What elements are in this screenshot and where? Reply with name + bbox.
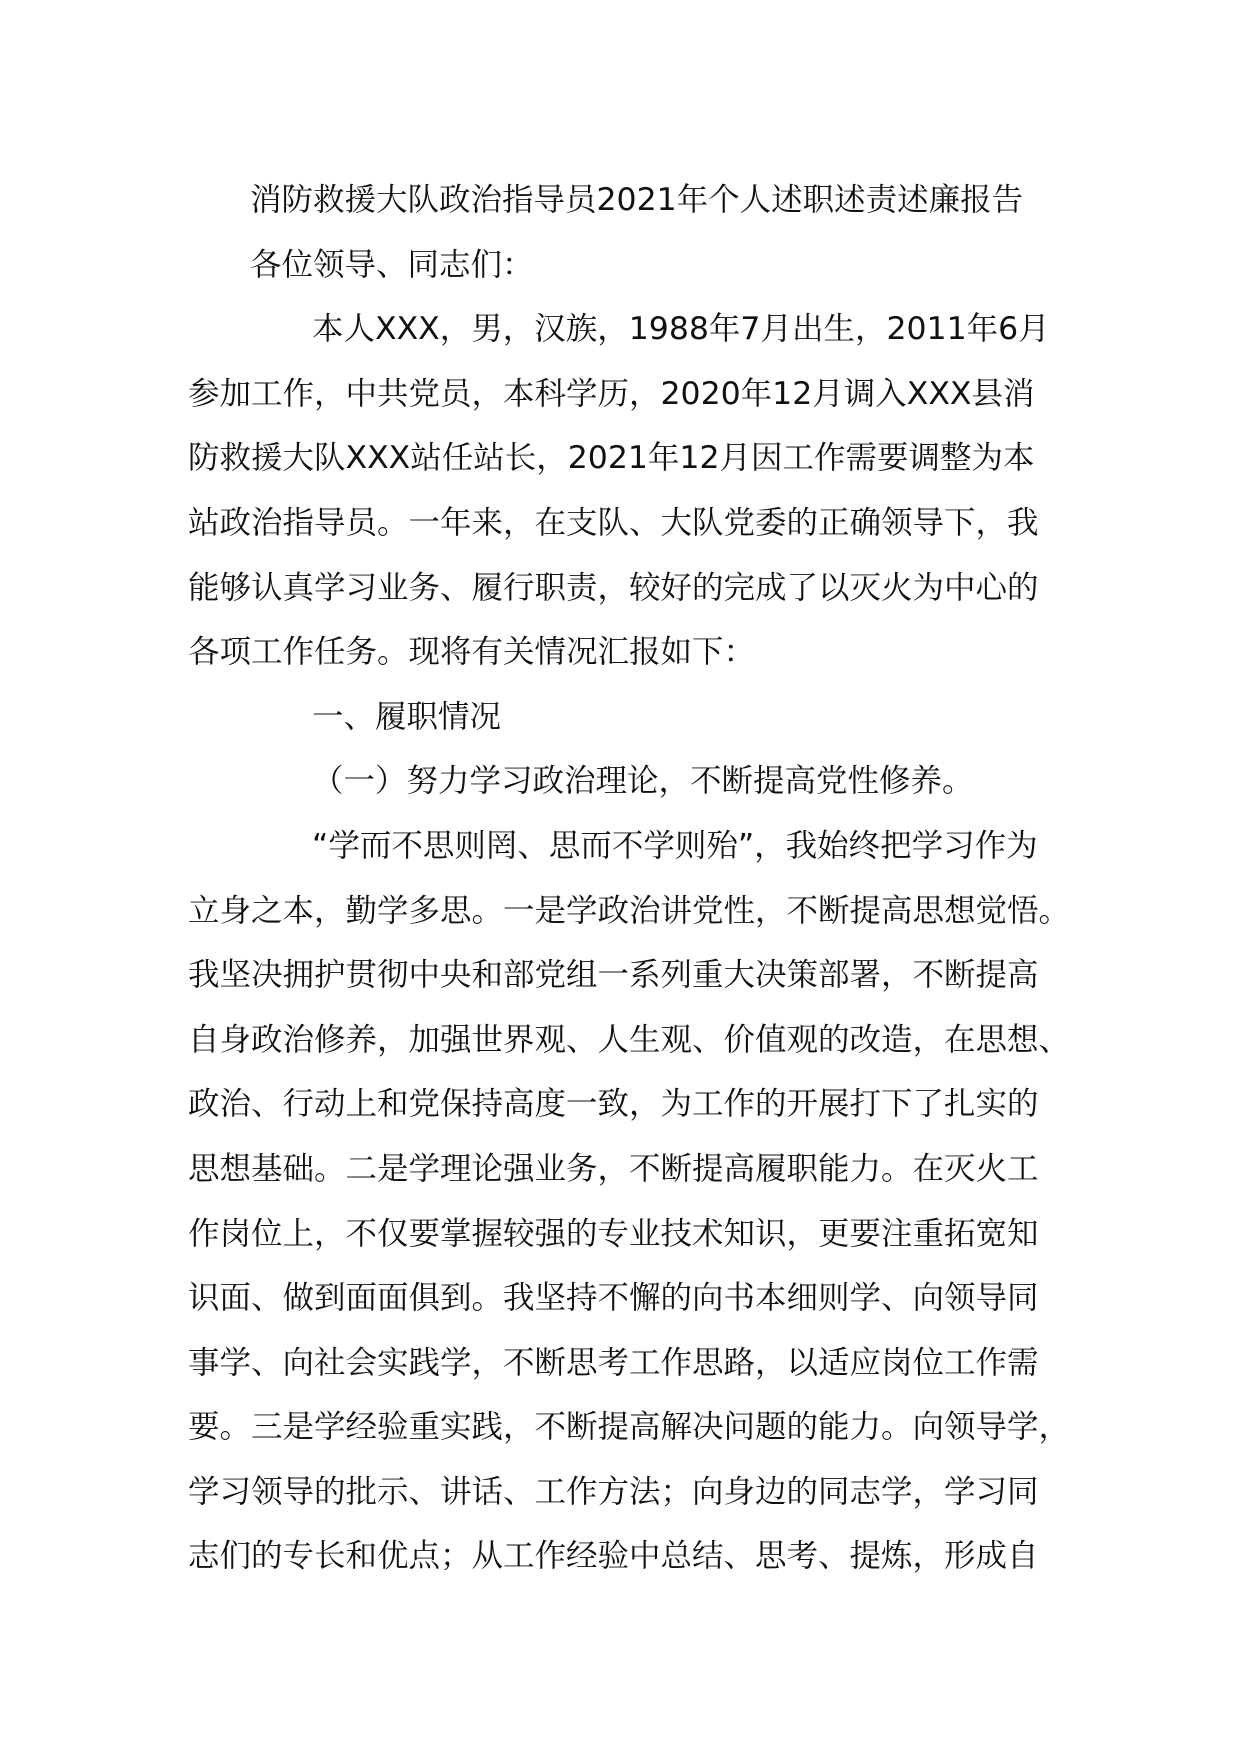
paragraph-line: 立身之本，勤学多思。一是学政治讲党性，不断提高思想觉悟。 <box>188 892 1071 929</box>
paragraph-line: 事学、向社会实践学，不断思考工作思路，以适应岗位工作需 <box>188 1344 1039 1381</box>
paragraph-line: 自身政治修养，加强世界观、人生观、价值观的改造，在思想、 <box>188 1021 1071 1058</box>
paragraph-line: 识面、做到面面俱到。我坚持不懈的向书本细则学、向领导同 <box>188 1280 1039 1317</box>
paragraph-line: 我坚决拥护贯彻中央和部党组一系列重大决策部署，不断提高 <box>188 957 1039 994</box>
paragraph-line: 思想基础。二是学理论强业务，不断提高履职能力。在灭火工 <box>188 1150 1039 1187</box>
paragraph-line: 要。三是学经验重实践，不断提高解决问题的能力。向领导学， <box>188 1409 1071 1446</box>
document-title: 消防救援大队政治指导员2021年个人述职述责述廉报告 <box>250 182 1024 218</box>
section-heading: 一、履职情况 <box>312 698 502 735</box>
salutation: 各位领导、同志们： <box>250 246 534 283</box>
paragraph-line: 学习领导的批示、讲话、工作方法；向身边的同志学，学习同 <box>188 1473 1039 1510</box>
paragraph-line: 政治、行动上和党保持高度一致，为工作的开展打下了扎实的 <box>188 1086 1039 1123</box>
paragraph-line: “学而不思则罔、思而不学则殆”，我始终把学习作为 <box>312 827 1038 864</box>
paragraph-line: 站政治指导员。一年来，在支队、大队党委的正确领导下，我 <box>188 504 1039 541</box>
paragraph-line: 作岗位上，不仅要掌握较强的专业技术知识，更要注重拓宽知 <box>188 1215 1039 1252</box>
subsection-heading: （一）努力学习政治理论，不断提高党性修养。 <box>312 763 974 800</box>
paragraph-line: 防救援大队XXX站任站长，2021年12月因工作需要调整为本 <box>188 440 1035 477</box>
paragraph-line: 本人XXX，男，汉族，1988年7月出生，2011年6月 <box>312 311 1050 348</box>
paragraph-line: 参加工作，中共党员，本科学历，2020年12月调入XXX县消 <box>188 375 1035 412</box>
document-body <box>188 168 1071 1589</box>
paragraph-line: 各项工作任务。现将有关情况汇报如下： <box>188 634 756 671</box>
paragraph-line: 志们的专长和优点；从工作经验中总结、思考、提炼，形成自 <box>188 1538 1039 1575</box>
paragraph-line: 能够认真学习业务、履行职责，较好的完成了以灭火为中心的 <box>188 569 1039 606</box>
